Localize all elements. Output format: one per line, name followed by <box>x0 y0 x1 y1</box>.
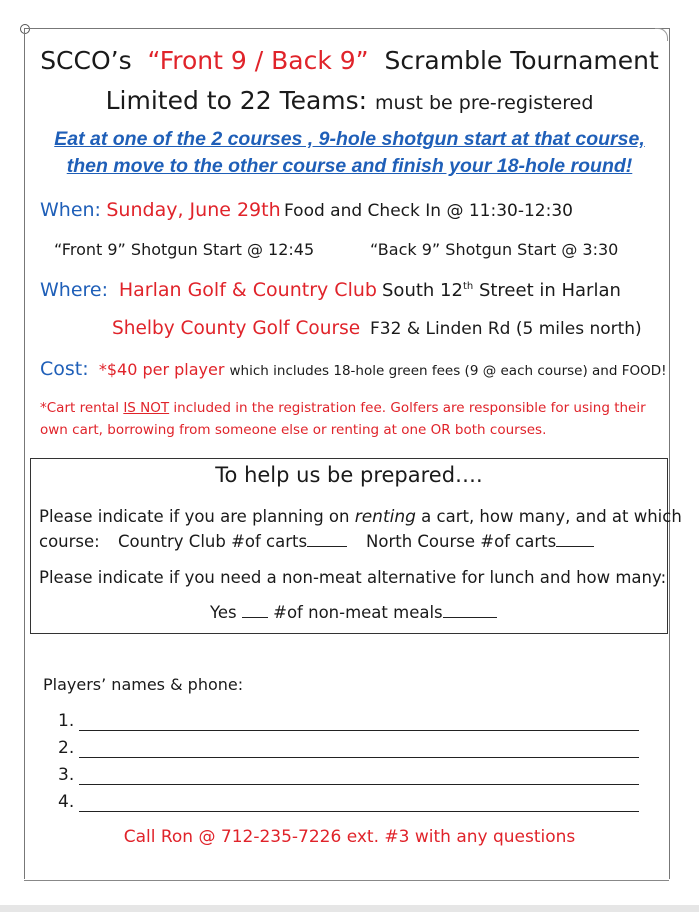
when-row <box>40 199 281 221</box>
where-row <box>40 279 377 301</box>
prep-box-title: To help us be prepared…. <box>215 463 483 487</box>
title-highlight: “Front 9 / Back 9” <box>147 46 369 75</box>
cart-question-part1: Please indicate if you are planning on <box>39 507 355 526</box>
cart-note-line-2: own cart, borrowing from someone else or renting at one OR both courses. <box>40 422 547 438</box>
event-date: Sunday, June 29th <box>106 199 281 221</box>
course1-name: Harlan Golf & Country Club <box>118 279 377 301</box>
player-number-3: 3. <box>58 765 75 785</box>
tagline-line-1: Eat at one of the 2 courses , 9-hole shotgun start at that course, <box>54 128 645 150</box>
tournament-title <box>0 46 699 75</box>
front-nine-start: “Front 9” Shotgun Start @ 12:45 <box>54 240 315 259</box>
cost-price: *$40 per player <box>98 360 225 379</box>
checkin-time: Food and Check In @ 11:30-12:30 <box>284 201 573 221</box>
yes-blank[interactable] <box>242 603 268 618</box>
contact-footer: Call Ron @ 712-235-7226 ext. #3 with any questions <box>123 827 576 847</box>
when-label: When: <box>40 199 101 221</box>
country-club-carts-blank[interactable] <box>307 532 347 547</box>
cart-note-part2: included in the registration fee. Golfers are responsible for using their <box>169 400 646 416</box>
course2-name: Shelby County Golf Course <box>112 318 361 339</box>
course1-address-sup: th <box>462 281 474 292</box>
cart-note-line-1 <box>40 400 646 416</box>
country-club-carts-label: Country Club #of carts <box>118 532 308 551</box>
player-line-4[interactable] <box>79 811 639 812</box>
page-bottom-rule <box>24 880 669 881</box>
north-course-carts <box>366 532 594 551</box>
title-prefix: SCCO’s <box>40 46 132 75</box>
cart-question <box>39 507 682 527</box>
tagline-line-2: then move to the other course and finish your 18-hole round! <box>66 155 633 177</box>
limit-text: Limited to 22 Teams: <box>105 86 368 115</box>
player-line-1[interactable] <box>79 730 639 731</box>
viewer-bottom-band <box>0 905 699 912</box>
cost-label: Cost: <box>40 358 89 380</box>
cart-note-part1: *Cart rental <box>40 400 124 416</box>
course1-address <box>382 280 621 301</box>
player-line-2[interactable] <box>79 757 639 758</box>
player-number-1: 1. <box>58 711 75 731</box>
title-suffix: Scramble Tournament <box>384 46 659 75</box>
cart-question-italic: renting <box>354 507 416 527</box>
north-course-carts-label: North Course #of carts <box>366 532 557 551</box>
north-course-carts-blank[interactable] <box>556 532 594 547</box>
course1-address-part1: South 12 <box>382 280 463 301</box>
course-label: course: <box>39 532 100 551</box>
player-number-2: 2. <box>58 738 75 758</box>
cost-row <box>40 358 667 380</box>
non-meat-row <box>210 603 497 622</box>
player-number-4: 4. <box>58 792 75 812</box>
meals-blank[interactable] <box>443 603 497 618</box>
yes-label: Yes <box>210 603 237 622</box>
players-label: Players’ names & phone: <box>43 675 244 694</box>
player-line-3[interactable] <box>79 784 639 785</box>
course2-address: F32 & Linden Rd (5 miles north) <box>370 319 642 339</box>
where-label: Where: <box>40 279 109 301</box>
course1-address-part2: Street in Harlan <box>473 280 621 301</box>
cart-note-emphasis: IS NOT <box>123 400 170 416</box>
country-club-carts <box>118 532 347 551</box>
cart-question-part2: a cart, how many, and at which <box>415 507 682 526</box>
limit-note: must be pre-registered <box>375 92 594 114</box>
meals-label: #of non-meat meals <box>273 603 443 622</box>
back-nine-start: “Back 9” Shotgun Start @ 3:30 <box>370 240 619 259</box>
team-limit <box>0 86 699 115</box>
meal-question: Please indicate if you need a non-meat alternative for lunch and how many: <box>39 568 667 587</box>
cost-details: which includes 18-hole green fees (9 @ each course) and FOOD! <box>229 363 667 379</box>
